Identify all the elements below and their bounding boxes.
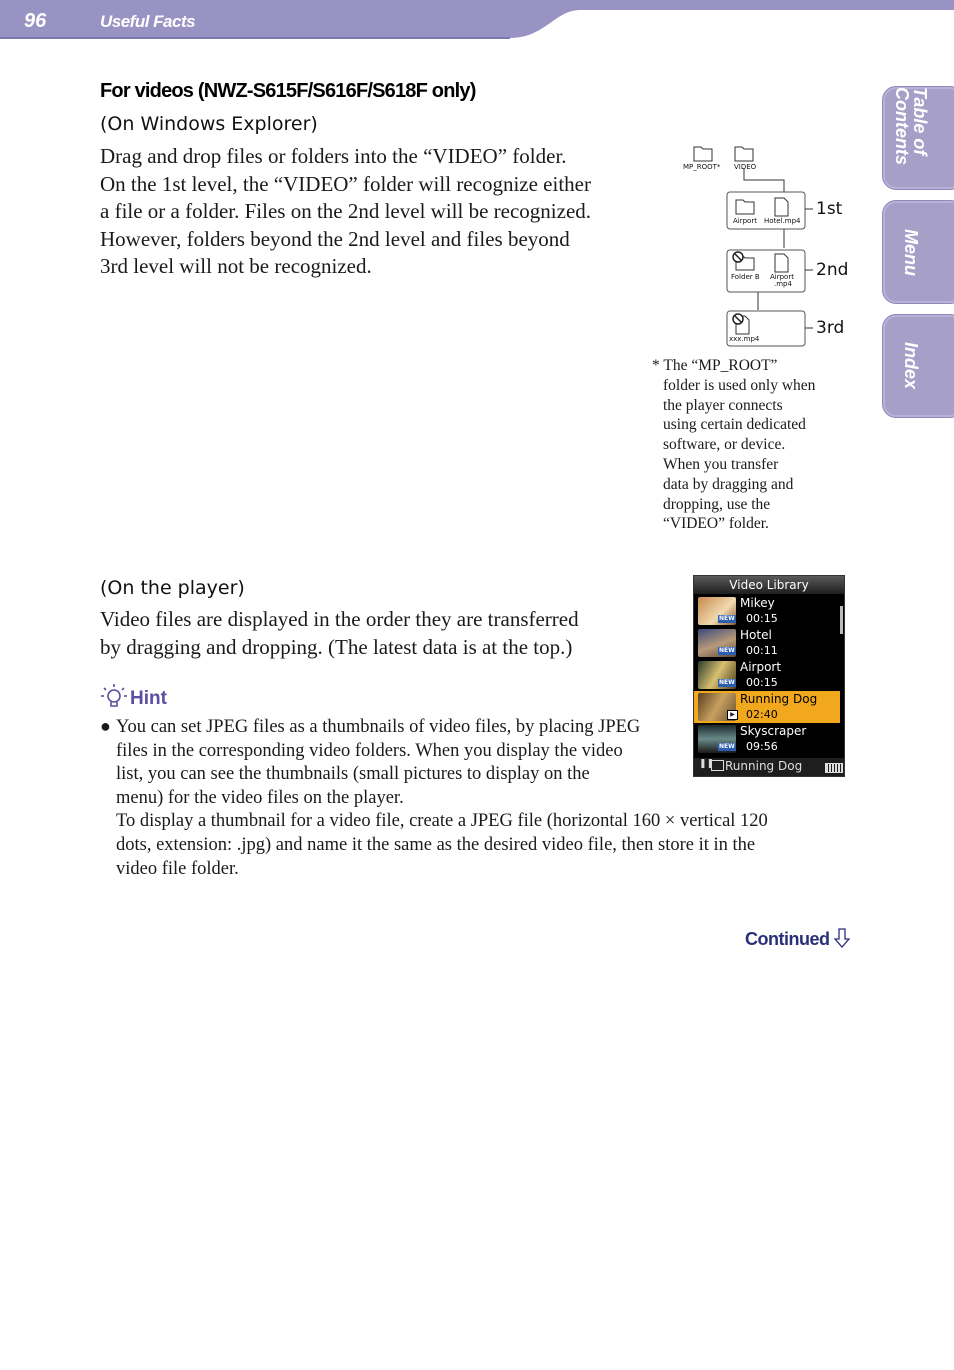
hint-heading: Hint [130, 688, 167, 709]
level1-label: 1st [816, 199, 843, 219]
explorer-paragraph [100, 143, 645, 281]
level2-item: Airport [770, 273, 794, 281]
note-line: the player connects [663, 396, 783, 414]
hint-line: files in the corresponding video folders. When you display the video [116, 740, 623, 761]
video-list-item [694, 627, 840, 659]
explorer-subheading: (On Windows Explorer) [100, 113, 318, 135]
note-line: “VIDEO” folder. [663, 515, 769, 533]
new-badge: NEW [719, 743, 735, 750]
player-paragraph [100, 606, 660, 661]
root-folder-label: MP_ROOT* [683, 163, 721, 171]
tab-menu-label: Menu [901, 228, 921, 276]
new-badge: NEW [719, 679, 735, 686]
tab-index[interactable] [882, 314, 954, 418]
scrollbar [840, 606, 843, 634]
note-line: * The “MP_ROOT” [652, 357, 778, 374]
video-title: Mikey [740, 596, 775, 610]
continued-label: Continued [745, 929, 830, 949]
explorer-line: Drag and drop files or folders into the “VIDEO” folder. [100, 144, 567, 168]
video-duration: 00:15 [746, 612, 778, 625]
page-number: 96 [24, 10, 47, 32]
play-icon: ▶ [727, 710, 738, 720]
video-folder-label: VIDEO [734, 163, 757, 171]
level3-label: 3rd [816, 318, 845, 338]
level3-item: xxx.mp4 [729, 335, 760, 343]
folder-icon [735, 147, 753, 161]
hint-line: video file folder. [116, 858, 239, 879]
hint-line: You can set JPEG files as a thumbnails of video files, by placing JPEG [116, 717, 641, 737]
video-title: Running Dog [740, 692, 818, 706]
hint-line: dots, extension: .jpg) and name it the same as the desired video file, then store it in the [116, 834, 756, 855]
video-title: Skyscraper [740, 724, 807, 738]
explorer-line: However, folders beyond the 2nd level and files beyond [100, 226, 570, 251]
now-playing-title: Running Dog [725, 759, 803, 773]
device-screen-title: Video Library [694, 576, 844, 594]
player-subheading: (On the player) [100, 577, 245, 599]
hint-line: To display a thumbnail for a video file, create a JPEG file (horizontal 160 × vertical 120 [116, 811, 768, 832]
note-line: folder is used only when [663, 376, 816, 394]
player-line: by dragging and dropping. (The latest data is at the top.) [100, 634, 573, 659]
section-title: Useful Facts [100, 12, 196, 31]
video-title: Hotel [740, 628, 772, 642]
note-line: When you transfer [663, 455, 779, 473]
explorer-line: 3rd level will not be recognized. [100, 254, 372, 278]
note-line: data by dragging and [663, 475, 794, 493]
explorer-line: a file or a folder. Files on the 2nd level will be recognized. [100, 199, 592, 223]
tab-table-of-contents[interactable] [882, 86, 954, 190]
pause-icon: ❚❚ [699, 759, 715, 769]
note-line: dropping, use the [663, 495, 771, 513]
arrow-down-icon [834, 928, 850, 948]
player-line: Video files are displayed in the order they are transferred [100, 607, 579, 631]
level2-item: .mp4 [774, 280, 792, 288]
videos-heading: For videos (NWZ-S615F/S616F/S618F only) [100, 80, 476, 102]
note-line: using certain dedicated [663, 416, 806, 434]
lightbulb-icon [100, 682, 128, 712]
note-line: software, or device. [663, 436, 786, 454]
video-list-item [694, 659, 840, 691]
video-duration: 02:40 [746, 708, 778, 721]
level2-item: Folder B [731, 273, 760, 281]
mp-root-note [652, 356, 852, 534]
new-badge: NEW [719, 647, 735, 654]
hint-paragraph [116, 716, 832, 881]
tab-menu[interactable] [882, 200, 954, 304]
hint-line: menu) for the video files on the player. [116, 787, 404, 808]
video-title: Airport [740, 660, 782, 674]
tab-index-label: Index [901, 342, 921, 390]
video-list-item [694, 595, 840, 627]
new-badge: NEW [719, 615, 735, 622]
video-duration: 00:15 [746, 676, 778, 689]
level1-item: Airport [733, 217, 757, 225]
continued-link[interactable] [745, 928, 850, 950]
video-duration: 09:56 [746, 740, 778, 753]
level1-item: Hotel.mp4 [764, 217, 801, 225]
level2-label: 2nd [816, 260, 849, 280]
explorer-line: On the 1st level, the “VIDEO” folder will recognize either [100, 171, 591, 196]
folder-icon [694, 147, 712, 161]
video-duration: 00:11 [746, 644, 778, 657]
hint-line: list, you can see the thumbnails (small pictures to display on the [116, 764, 590, 785]
tab-table-of-contents-label: Table of Contents [892, 87, 930, 165]
bullet-icon: ● [100, 716, 111, 736]
